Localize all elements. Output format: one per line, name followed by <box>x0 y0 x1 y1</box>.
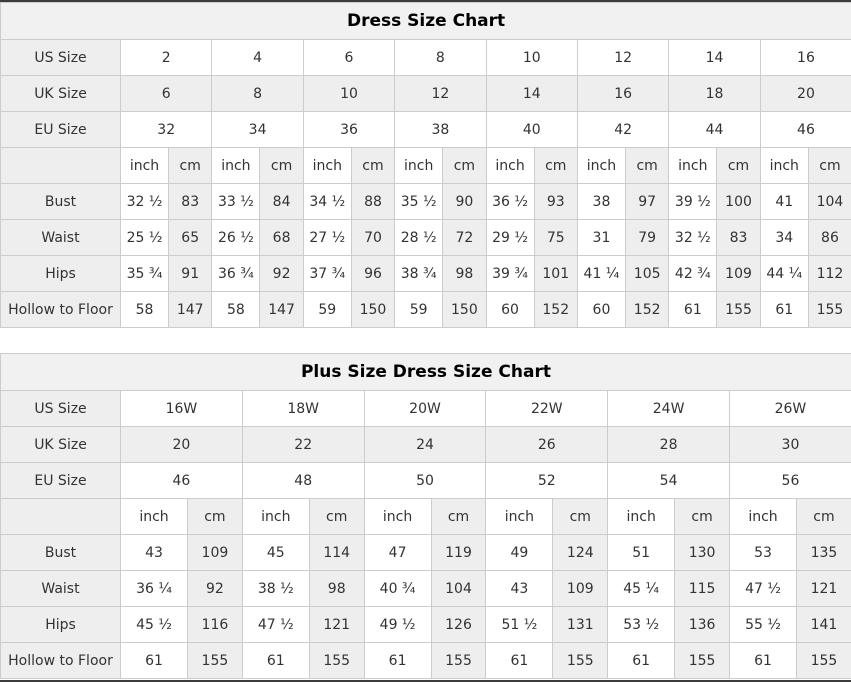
unit-cm-cell: cm <box>717 148 760 184</box>
measure-cm-cell: 88 <box>351 184 394 220</box>
measure-inch-cell: 49 ½ <box>364 607 431 643</box>
measure-inch-cell: 42 ¾ <box>669 256 717 292</box>
measure-inch-cell: 25 ½ <box>121 220 169 256</box>
measure-cm-cell: 104 <box>808 184 851 220</box>
measure-inch-cell: 49 <box>486 535 553 571</box>
measure-inch-cell: 61 <box>242 643 309 679</box>
row-label: Bust <box>1 184 121 220</box>
measure-cm-cell: 98 <box>309 571 364 607</box>
measure-cm-cell: 90 <box>443 184 486 220</box>
row-label: EU Size <box>1 463 121 499</box>
measure-cm-cell: 109 <box>717 256 760 292</box>
size-value-cell: 10 <box>486 40 577 76</box>
measure-cm-cell: 155 <box>808 292 851 328</box>
measure-inch-cell: 45 ½ <box>121 607 188 643</box>
unit-cm-cell: cm <box>534 148 577 184</box>
measure-cm-cell: 155 <box>675 643 730 679</box>
size-value-cell: 48 <box>242 463 364 499</box>
row-label: UK Size <box>1 76 121 112</box>
row-label: US Size <box>1 40 121 76</box>
unit-inch-cell: inch <box>121 499 188 535</box>
size-value-cell: 36 <box>303 112 394 148</box>
measure-inch-cell: 27 ½ <box>303 220 351 256</box>
size-value-cell: 8 <box>395 40 486 76</box>
size-value-cell: 2 <box>121 40 212 76</box>
measure-inch-cell: 38 <box>577 184 625 220</box>
measure-inch-cell: 47 ½ <box>729 571 796 607</box>
measure-inch-cell: 36 ½ <box>486 184 534 220</box>
measure-inch-cell: 61 <box>486 643 553 679</box>
unit-cm-cell: cm <box>169 148 212 184</box>
measure-inch-cell: 55 ½ <box>729 607 796 643</box>
measure-cm-cell: 115 <box>675 571 730 607</box>
size-value-cell: 56 <box>729 463 851 499</box>
measure-inch-cell: 36 ¾ <box>212 256 260 292</box>
unit-cm-cell: cm <box>675 499 730 535</box>
unit-cm-cell: cm <box>443 148 486 184</box>
measure-cm-cell: 93 <box>534 184 577 220</box>
measure-inch-cell: 43 <box>121 535 188 571</box>
measure-cm-cell: 100 <box>717 184 760 220</box>
size-row <box>1 40 851 76</box>
unit-cm-cell: cm <box>260 148 303 184</box>
measure-inch-cell: 45 <box>242 535 309 571</box>
row-label: Hollow to Floor <box>1 292 121 328</box>
measure-inch-cell: 41 <box>760 184 808 220</box>
row-label: Waist <box>1 220 121 256</box>
measure-inch-cell: 61 <box>364 643 431 679</box>
measure-cm-cell: 91 <box>169 256 212 292</box>
size-value-cell: 24 <box>364 427 486 463</box>
measure-inch-cell: 40 ¾ <box>364 571 431 607</box>
unit-inch-cell: inch <box>608 499 675 535</box>
unit-cm-cell: cm <box>808 148 851 184</box>
measure-cm-cell: 121 <box>796 571 851 607</box>
size-row <box>1 76 851 112</box>
size-value-cell: 46 <box>121 463 243 499</box>
measure-inch-cell: 33 ½ <box>212 184 260 220</box>
measure-inch-cell: 47 <box>364 535 431 571</box>
measure-cm-cell: 70 <box>351 220 394 256</box>
unit-inch-cell: inch <box>212 148 260 184</box>
unit-inch-cell: inch <box>121 148 169 184</box>
unit-cm-cell: cm <box>625 148 668 184</box>
measure-cm-cell: 92 <box>188 571 243 607</box>
measure-cm-cell: 104 <box>431 571 486 607</box>
unit-inch-cell: inch <box>760 148 808 184</box>
measure-row <box>1 292 851 328</box>
measure-inch-cell: 35 ¾ <box>121 256 169 292</box>
measure-cm-cell: 124 <box>553 535 608 571</box>
measure-cm-cell: 101 <box>534 256 577 292</box>
measure-inch-cell: 58 <box>121 292 169 328</box>
measure-row <box>1 220 851 256</box>
size-value-cell: 22W <box>486 391 608 427</box>
measure-row <box>1 256 851 292</box>
measure-cm-cell: 119 <box>431 535 486 571</box>
size-value-cell: 20W <box>364 391 486 427</box>
unit-inch-cell: inch <box>242 499 309 535</box>
size-value-cell: 34 <box>212 112 303 148</box>
size-value-cell: 20 <box>760 76 851 112</box>
measure-inch-cell: 44 ¼ <box>760 256 808 292</box>
measure-cm-cell: 86 <box>808 220 851 256</box>
size-value-cell: 16 <box>760 40 851 76</box>
size-value-cell: 12 <box>577 40 668 76</box>
chart-title: Dress Size Chart <box>1 3 851 40</box>
measure-cm-cell: 150 <box>351 292 394 328</box>
unit-inch-cell: inch <box>395 148 443 184</box>
measure-inch-cell: 38 ½ <box>242 571 309 607</box>
measure-cm-cell: 68 <box>260 220 303 256</box>
size-value-cell: 20 <box>121 427 243 463</box>
measure-cm-cell: 155 <box>431 643 486 679</box>
empty-corner-cell <box>1 148 121 184</box>
measure-inch-cell: 32 ½ <box>121 184 169 220</box>
size-row <box>1 427 851 463</box>
measure-cm-cell: 130 <box>675 535 730 571</box>
size-value-cell: 12 <box>395 76 486 112</box>
unit-inch-cell: inch <box>486 148 534 184</box>
measure-inch-cell: 39 ¾ <box>486 256 534 292</box>
unit-cm-cell: cm <box>796 499 851 535</box>
table-gap <box>0 328 851 353</box>
measure-cm-cell: 84 <box>260 184 303 220</box>
measure-cm-cell: 114 <box>309 535 364 571</box>
size-row <box>1 463 851 499</box>
measure-inch-cell: 32 ½ <box>669 220 717 256</box>
measure-inch-cell: 47 ½ <box>242 607 309 643</box>
unit-inch-cell: inch <box>364 499 431 535</box>
measure-inch-cell: 59 <box>395 292 443 328</box>
measure-inch-cell: 51 <box>608 535 675 571</box>
measure-cm-cell: 135 <box>796 535 851 571</box>
unit-header-row <box>1 499 851 535</box>
chart-title-row <box>1 3 851 40</box>
size-value-cell: 30 <box>729 427 851 463</box>
row-label: Waist <box>1 571 121 607</box>
measure-row <box>1 571 851 607</box>
measure-inch-cell: 39 ½ <box>669 184 717 220</box>
measure-cm-cell: 121 <box>309 607 364 643</box>
measure-cm-cell: 83 <box>169 184 212 220</box>
measure-inch-cell: 61 <box>729 643 796 679</box>
measure-row <box>1 643 851 679</box>
measure-inch-cell: 60 <box>486 292 534 328</box>
row-label: Hollow to Floor <box>1 643 121 679</box>
measure-inch-cell: 60 <box>577 292 625 328</box>
row-label: US Size <box>1 391 121 427</box>
measure-cm-cell: 72 <box>443 220 486 256</box>
row-label: EU Size <box>1 112 121 148</box>
measure-cm-cell: 83 <box>717 220 760 256</box>
measure-cm-cell: 126 <box>431 607 486 643</box>
measure-inch-cell: 53 <box>729 535 796 571</box>
measure-cm-cell: 65 <box>169 220 212 256</box>
measure-cm-cell: 150 <box>443 292 486 328</box>
unit-cm-cell: cm <box>553 499 608 535</box>
size-row <box>1 391 851 427</box>
measure-cm-cell: 79 <box>625 220 668 256</box>
unit-inch-cell: inch <box>729 499 796 535</box>
measure-cm-cell: 141 <box>796 607 851 643</box>
unit-cm-cell: cm <box>188 499 243 535</box>
measure-cm-cell: 109 <box>553 571 608 607</box>
measure-cm-cell: 112 <box>808 256 851 292</box>
size-value-cell: 22 <box>242 427 364 463</box>
chart-title-row <box>1 354 851 391</box>
measure-cm-cell: 96 <box>351 256 394 292</box>
unit-inch-cell: inch <box>669 148 717 184</box>
measure-cm-cell: 155 <box>309 643 364 679</box>
measure-cm-cell: 155 <box>553 643 608 679</box>
measure-cm-cell: 131 <box>553 607 608 643</box>
size-value-cell: 46 <box>760 112 851 148</box>
unit-inch-cell: inch <box>577 148 625 184</box>
empty-corner-cell <box>1 499 121 535</box>
unit-cm-cell: cm <box>309 499 364 535</box>
measure-cm-cell: 155 <box>717 292 760 328</box>
size-value-cell: 26 <box>486 427 608 463</box>
row-label: UK Size <box>1 427 121 463</box>
measure-inch-cell: 37 ¾ <box>303 256 351 292</box>
size-value-cell: 42 <box>577 112 668 148</box>
measure-row <box>1 607 851 643</box>
measure-inch-cell: 38 ¾ <box>395 256 443 292</box>
measure-cm-cell: 75 <box>534 220 577 256</box>
measure-inch-cell: 26 ½ <box>212 220 260 256</box>
measure-inch-cell: 58 <box>212 292 260 328</box>
measure-inch-cell: 59 <box>303 292 351 328</box>
size-value-cell: 26W <box>729 391 851 427</box>
measure-inch-cell: 28 ½ <box>395 220 443 256</box>
measure-cm-cell: 155 <box>796 643 851 679</box>
row-label: Hips <box>1 607 121 643</box>
size-row <box>1 112 851 148</box>
measure-inch-cell: 35 ½ <box>395 184 443 220</box>
measure-inch-cell: 29 ½ <box>486 220 534 256</box>
measure-cm-cell: 152 <box>625 292 668 328</box>
measure-cm-cell: 147 <box>260 292 303 328</box>
measure-row <box>1 535 851 571</box>
chart-title: Plus Size Dress Size Chart <box>1 354 851 391</box>
measure-inch-cell: 61 <box>608 643 675 679</box>
measure-inch-cell: 61 <box>760 292 808 328</box>
unit-cm-cell: cm <box>431 499 486 535</box>
size-value-cell: 10 <box>303 76 394 112</box>
measure-inch-cell: 36 ¼ <box>121 571 188 607</box>
measure-cm-cell: 105 <box>625 256 668 292</box>
measure-inch-cell: 51 ½ <box>486 607 553 643</box>
row-label: Hips <box>1 256 121 292</box>
measure-cm-cell: 97 <box>625 184 668 220</box>
size-value-cell: 38 <box>395 112 486 148</box>
measure-inch-cell: 31 <box>577 220 625 256</box>
unit-inch-cell: inch <box>303 148 351 184</box>
size-value-cell: 24W <box>608 391 730 427</box>
size-value-cell: 16W <box>121 391 243 427</box>
size-value-cell: 28 <box>608 427 730 463</box>
size-value-cell: 32 <box>121 112 212 148</box>
row-label: Bust <box>1 535 121 571</box>
size-value-cell: 16 <box>577 76 668 112</box>
measure-cm-cell: 98 <box>443 256 486 292</box>
measure-inch-cell: 61 <box>121 643 188 679</box>
measure-inch-cell: 43 <box>486 571 553 607</box>
measure-inch-cell: 61 <box>669 292 717 328</box>
measure-inch-cell: 34 ½ <box>303 184 351 220</box>
size-value-cell: 18 <box>669 76 760 112</box>
measure-cm-cell: 92 <box>260 256 303 292</box>
size-value-cell: 4 <box>212 40 303 76</box>
size-value-cell: 40 <box>486 112 577 148</box>
size-value-cell: 44 <box>669 112 760 148</box>
measure-inch-cell: 41 ¼ <box>577 256 625 292</box>
measure-inch-cell: 45 ¼ <box>608 571 675 607</box>
measure-cm-cell: 116 <box>188 607 243 643</box>
size-value-cell: 6 <box>121 76 212 112</box>
measure-cm-cell: 152 <box>534 292 577 328</box>
size-value-cell: 50 <box>364 463 486 499</box>
unit-cm-cell: cm <box>351 148 394 184</box>
size-value-cell: 54 <box>608 463 730 499</box>
size-value-cell: 14 <box>486 76 577 112</box>
dress-size-chart-table <box>0 2 851 328</box>
size-value-cell: 8 <box>212 76 303 112</box>
size-value-cell: 18W <box>242 391 364 427</box>
measure-inch-cell: 53 ½ <box>608 607 675 643</box>
measure-cm-cell: 136 <box>675 607 730 643</box>
measure-cm-cell: 155 <box>188 643 243 679</box>
unit-inch-cell: inch <box>486 499 553 535</box>
size-value-cell: 52 <box>486 463 608 499</box>
measure-inch-cell: 34 <box>760 220 808 256</box>
measure-cm-cell: 109 <box>188 535 243 571</box>
measure-row <box>1 184 851 220</box>
measure-cm-cell: 147 <box>169 292 212 328</box>
plus-size-dress-size-chart-table <box>0 353 851 679</box>
size-value-cell: 6 <box>303 40 394 76</box>
unit-header-row <box>1 148 851 184</box>
size-value-cell: 14 <box>669 40 760 76</box>
